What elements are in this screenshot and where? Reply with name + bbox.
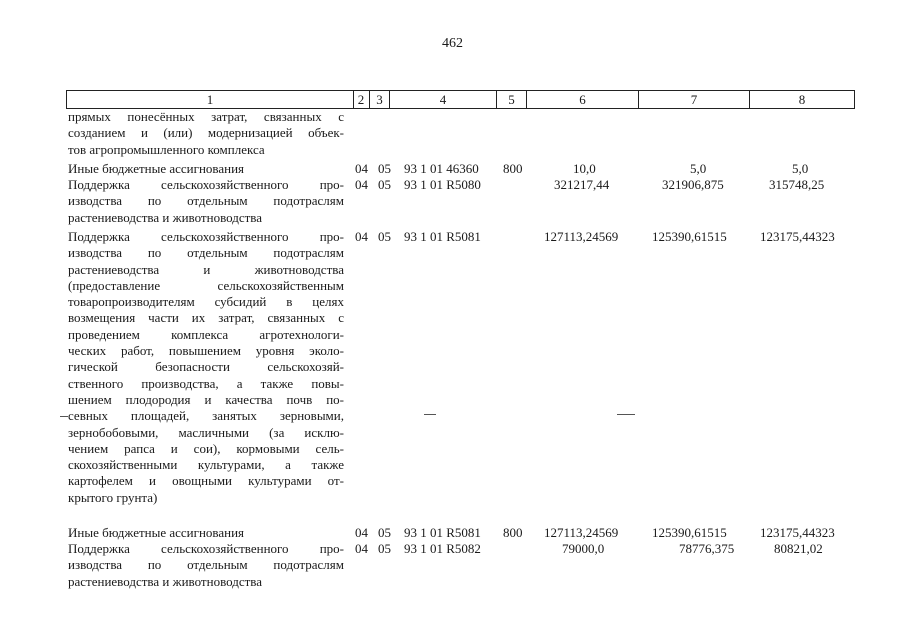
cell-expense-type: 800 [503,525,523,540]
row-text-line: чением рапса и сои), кормовыми сель- [68,440,344,456]
table-row-name [68,229,344,506]
row-text-line: крытого грунта) [68,489,158,505]
column-header-3: 3 [370,90,390,109]
row-text-line: созданием и (или) модернизацией объек- [68,125,344,141]
column-header-8: 8 [750,90,855,109]
row-text-line: изводства по отдельным подотраслям [68,193,344,209]
row-text-line: растениеводства и животноводства [68,573,263,589]
row-text-line: скохозяйственными культурами, а также [68,457,344,473]
cell-amount-3: 315748,25 [769,177,825,192]
cell-target-article: 93 1 01 R5082 [404,541,481,556]
table-row-name [68,541,344,590]
cell-amount-3: 80821,02 [774,541,823,556]
cell-amount-1: 127113,24569 [544,525,619,540]
row-text-line: изводства по отдельным подотраслям [68,245,344,261]
cell-amount-1: 321217,44 [554,177,610,192]
table-row-name [68,109,344,158]
cell-subsection: 05 [378,229,391,244]
page-number: 462 [442,36,463,51]
cell-subsection: 05 [378,161,391,176]
row-text-line: проведением комплекса агротехнологи- [68,326,344,342]
cell-amount-2: 125390,61515 [652,525,727,540]
cell-target-article: 93 1 01 46360 [404,161,479,176]
cell-section: 04 [355,177,368,192]
table-row-name [68,525,344,541]
cell-section: 04 [355,161,368,176]
column-header-4: 4 [390,90,497,109]
cell-section: 04 [355,541,368,556]
row-text-line: гической безопасности сельскохозяй- [68,359,344,375]
cell-amount-1: 127113,24569 [544,229,619,244]
cell-amount-2: 5,0 [690,161,707,176]
cell-amount-1: 10,0 [573,161,596,176]
row-text-line: изводства по отдельным подотраслям [68,557,344,573]
row-text-line: товаропроизводителям субсидий в целях [68,294,344,310]
cell-subsection: 05 [378,177,391,192]
row-text-line: Иные бюджетные ассигнования [68,525,245,540]
row-text-line: прямых понесённых затрат, связанных с [68,109,344,124]
row-text-line: растениеводства и животноводства [68,209,263,225]
column-header-6: 6 [527,90,639,109]
cell-amount-3: 123175,44323 [760,229,835,244]
row-text-line: Поддержка сельскохозяйственного про- [68,177,344,192]
cell-amount-2: 321906,875 [662,177,724,192]
row-text-line: возмещения части их затрат, связанных с [68,310,344,326]
cell-target-article: 93 1 01 R5080 [404,177,481,192]
column-header-2: 2 [353,90,370,109]
scan-artifact [617,414,635,415]
cell-subsection: 05 [378,525,391,540]
scan-artifact [60,416,68,417]
scan-artifact [424,414,436,415]
cell-target-article: 93 1 01 R5081 [404,229,481,244]
cell-section: 04 [355,525,368,540]
table-row-name [68,161,344,177]
table-row-name [68,177,344,226]
row-text-line: растениеводства и животноводства [68,261,344,277]
cell-section: 04 [355,229,368,244]
row-text-line: Поддержка сельскохозяйственного про- [68,229,344,244]
row-text-line: ческих работ, повышением уровня эколо- [68,343,344,359]
row-text-line: Поддержка сельскохозяйственного про- [68,541,344,556]
row-text-line: картофелем и овощными культурами от- [68,473,344,489]
column-header-5: 5 [497,90,527,109]
cell-amount-2: 125390,61515 [652,229,727,244]
row-text-line: севных площадей, занятых зерновыми, [68,408,344,424]
row-text-line: ственного производства, а также повы- [68,375,344,391]
row-text-line: тов агропромышленного комплекса [68,141,265,157]
cell-amount-1: 79000,0 [562,541,605,556]
column-header-7: 7 [639,90,750,109]
row-text-line: зернобобовыми, масличными (за исклю- [68,424,344,440]
cell-target-article: 93 1 01 R5081 [404,525,481,540]
row-text-line: (предоставление сельскохозяйственным [68,277,344,293]
cell-amount-2: 78776,375 [679,541,735,556]
cell-amount-3: 5,0 [792,161,809,176]
cell-subsection: 05 [378,541,391,556]
column-header-1: 1 [66,90,354,109]
row-text-line: шением плодородия и качества почв по- [68,391,344,407]
cell-amount-3: 123175,44323 [760,525,835,540]
cell-expense-type: 800 [503,161,523,176]
row-text-line: Иные бюджетные ассигнования [68,161,245,176]
